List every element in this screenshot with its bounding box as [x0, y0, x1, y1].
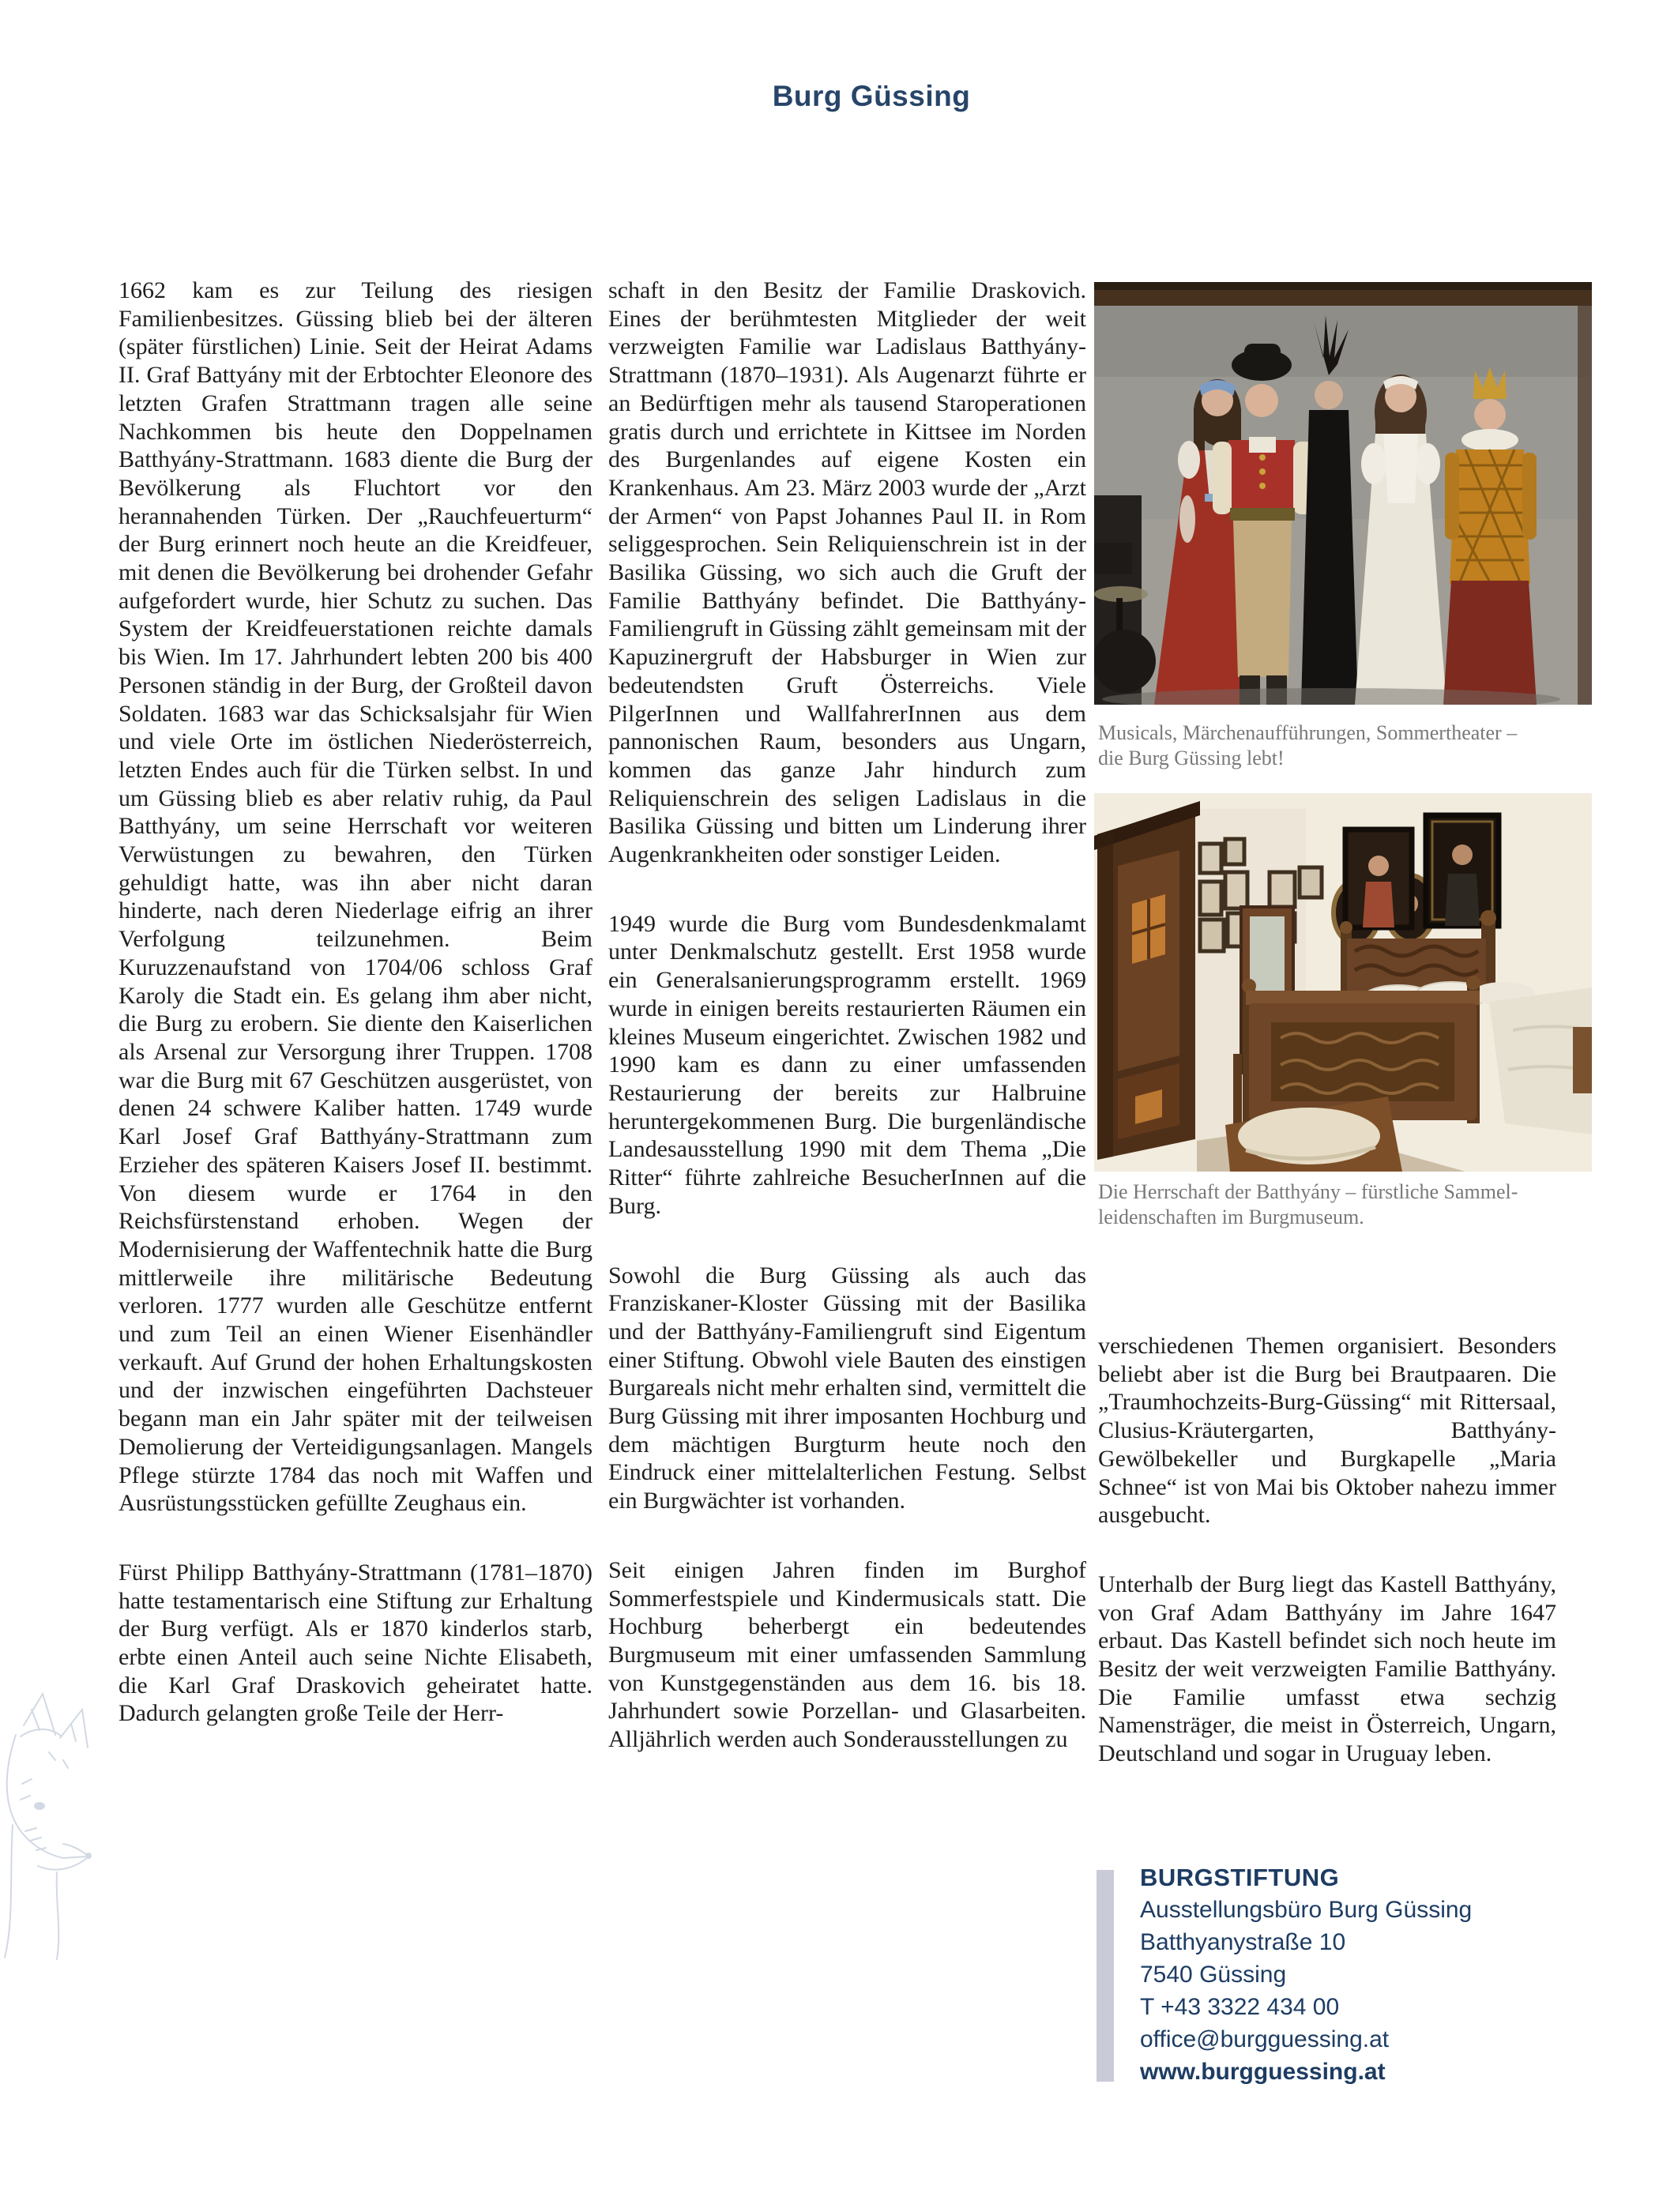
body-paragraph: Unterhalb der Burg liegt das Kastell Batthyány, von Graf Adam Batthyány im Jahre 1647 erbaut. Das Kastell befindet sich noch heute im Besitz der weit verzweigten Familie Batthyány. Die Familie umfasst etwa sechzig Namensträger, die meist in Österreich, Ungarn, Deutschland und sogar in Uruguay leben.	[1098, 1571, 1556, 1767]
page-title: Burg Güssing	[772, 80, 971, 112]
body-paragraph: Seit einigen Jahren finden im Burghof Sommerfestspiele und Kindermusicals statt. Die Hochburg beherbergt ein bedeutendes Burgmuseum mit einer umfassenden Sammlung von Kunstgegenständen aus dem 16. bis 18. Jahrhundert sowie Porzellan- und Glasarbeiten. Alljährlich werden auch Sonderausstellungen zu	[608, 1556, 1086, 1753]
contact-phone: T +43 3322 434 00	[1140, 1994, 1340, 2020]
text-column-3	[1098, 1332, 1556, 1768]
text-column-1	[118, 276, 592, 1728]
museum-photo-caption	[1098, 1179, 1572, 1230]
contact-website: www.burgguessing.at	[1140, 2059, 1386, 2085]
museum-photo	[1094, 793, 1592, 1172]
contact-office: Ausstellungsbüro Burg Güssing	[1140, 1897, 1473, 1923]
body-paragraph: Fürst Philipp Batthyány-Strattmann (1781–1870) hatte testamentarisch eine Stiftung zur Erhaltung der Burg verfügt. Als er 1870 kinderlos starb, erbte einen Anteil auch seine Nichte Elisabeth, die Karl Graf Draskovich geheiratet hatte. Dadurch gelangten große Teile der Herr-	[118, 1559, 592, 1727]
body-paragraph: verschiedenen Themen organisiert. Besonders beliebt aber ist die Burg bei Brautpaaren. Die „Traumhochzeits-Burg-Güssing“ mit Rittersaal, Clusius-Kräutergarten, Batthyány-Gewölbekeller und Burgkapelle „Maria Schnee“ ist von Mai bis Oktober nahezu immer ausgebucht.	[1098, 1333, 1556, 1529]
caption-line: Die Herrschaft der Batthyány – fürstliche Sammel-	[1098, 1180, 1518, 1203]
theater-photo-illustration	[1094, 282, 1592, 705]
contact-email: office@burgguessing.at	[1140, 2026, 1390, 2052]
body-paragraph: 1949 wurde die Burg vom Bundesdenkmalamt unter Denkmalschutz gestellt. Erst 1958 wurde ein Generalsanierungsprogramm erstellt. 1969 wurde in einigen bereits restaurierten Räumen ein kleines Museum eingerichtet. Zwischen 1982 und 1990 kam es dann zu einer umfassenden Restaurierung der bereits zur Halbruine heruntergekommenen Burg. Die burgenländische Landesausstellung 1990 mit dem Thema „Die Ritter“ führte zahlreiche BesucherInnen auf die Burg.	[608, 910, 1086, 1219]
museum-photo-illustration	[1094, 793, 1592, 1172]
caption-line: die Burg Güssing lebt!	[1098, 747, 1285, 769]
body-paragraph: 1662 kam es zur Teilung des riesigen Familienbesitzes. Güssing blieb bei der älteren (später fürstlichen) Linie. Seit der Heirat Adams II. Graf Battyány mit der Erbtochter Eleonore des letzten Grafen Strattmann tragen alle seine Nachkommen bis heute den Doppelnamen Batthyány-Strattmann. 1683 diente die Burg der Bevölkerung als Fluchtort vor den herannahenden Türken. Der „Rauchfeuerturm“ der Burg erinnert noch heute an die Kreidfeuer, mit denen die Bevölkerung bei drohender Gefahr aufgefordert wurde, hier Schutz zu suchen. Das System der Kreidfeuerstationen reichte damals bis Wien. Im 17. Jahrhundert lebten 200 bis 400 Personen ständig in der Burg, der Großteil davon Soldaten. 1683 war das Schicksalsjahr für Wien und viele Orte im östlichen Niederösterreich, letzten Endes auch für die Türken selbst. In und um Güssing blieb es aber relativ ruhig, da Paul Batthyány, um seine Herrschaft vor weiteren Verwüstungen zu bewahren, den Türken gehuldigt hatte, was ihn aber nicht daran hinderte, nach deren Niederlage eifrig an ihrer Verfolgung teilzunehmen. Beim Kuruzzenaufstand von 1704/06 schloss Graf Karoly die Stadt ein. Es gelang ihm aber nicht, die Burg zu erobern. Sie diente den Kaiserlichen als Arsenal zur Versorgung ihrer Truppen. 1708 war die Burg mit 67 Geschützen ausgerüstet, von denen 24 schwere Kaliber hatten. 1749 wurde Karl Josef Graf Batthyány-Strattmann zum Erzieher des späteren Kaisers Josef II. bestimmt. Von diesem wurde er 1764 in den Reichsfürstenstand erhoben. Wegen der Modernisierung der Waffentechnik hatte die Burg mittlerweile ihre militärische Bedeutung verloren. 1777 wurden alle Geschütze entfernt und zum Teil an einen Wiener Eisenhändler verkauft. Auf Grund der hohen Erhaltungskosten und der inzwischen eingeführten Dachsteuer begann man ein Jahr später mit der teilweisen Demolierung der Verteidigungsanlagen. Mangels Pflege stürzte 1784 das noch mit Waffen und Ausrüstungsstücken gefüllte Zeughaus ein.	[118, 277, 592, 1517]
contact-accent-bar	[1097, 1870, 1114, 2082]
contact-city: 7540 Güssing	[1140, 1962, 1287, 1988]
body-paragraph: Sowohl die Burg Güssing als auch das Franziskaner-Kloster Güssing mit der Basilika und der Batthyány-Familiengruft sind Eigentum einer Stiftung. Obwohl viele Bauten des einstigen Burgareals nicht mehr erhalten sind, vermittelt die Burg Güssing mit ihrer imposanten Hochburg und dem mächtigen Burgturm heute noch den Eindruck einer mittelalterlichen Festung. Selbst ein Burgwächter ist vorhanden.	[608, 1262, 1086, 1514]
text-column-2	[608, 276, 1086, 1754]
body-paragraph: schaft in den Besitz der Familie Draskovich. Eines der berühmtesten Mitglieder der weit verzweigten Familie war Ladislaus Batthyány-Strattmann (1870–1931). Als Augenarzt führte er an Bedürftigen mehr als tausend Staroperationen gratis durch und errichtete in Kittsee im Norden des Burgenlandes auf eigene Kosten ein Krankenhaus. Am 23. März 2003 wurde der „Arzt der Armen“ von Papst Johannes Paul II. in Rom seliggesprochen. Sein Reliquienschrein ist in der Basilika Güssing, wo sich auch die Gruft der Familie Batthyány befindet. Die Batthyány-Familiengruft in Güssing zählt gemeinsam mit der Kapuzinergruft der Habsburger in Wien zur bedeutendsten Gruft Österreichs. Viele PilgerInnen und WallfahrerInnen aus dem pannonischen Raum, besonders aus Ungarn, kommen das ganze Jahr hindurch zum Reliquienschrein des seligen Ladislaus in die Basilika Güssing und bitten um Linderung ihrer Augenkrankheiten oder sonstiger Leiden.	[608, 277, 1086, 868]
contact-street: Batthyanystraße 10	[1140, 1929, 1346, 1955]
fox-sketch-watermark	[0, 1689, 112, 1962]
nightstand	[1573, 1027, 1592, 1093]
caption-line: Musicals, Märchenaufführungen, Sommertheater –	[1098, 721, 1518, 744]
contact-title: BURGSTIFTUNG	[1140, 1864, 1340, 1891]
caption-line: leidenschaften im Burgmuseum.	[1098, 1206, 1364, 1228]
theater-photo-caption	[1098, 720, 1572, 771]
theater-photo	[1094, 282, 1592, 705]
contact-info-box	[1140, 1861, 1567, 2088]
wardrobe	[1094, 801, 1200, 1160]
